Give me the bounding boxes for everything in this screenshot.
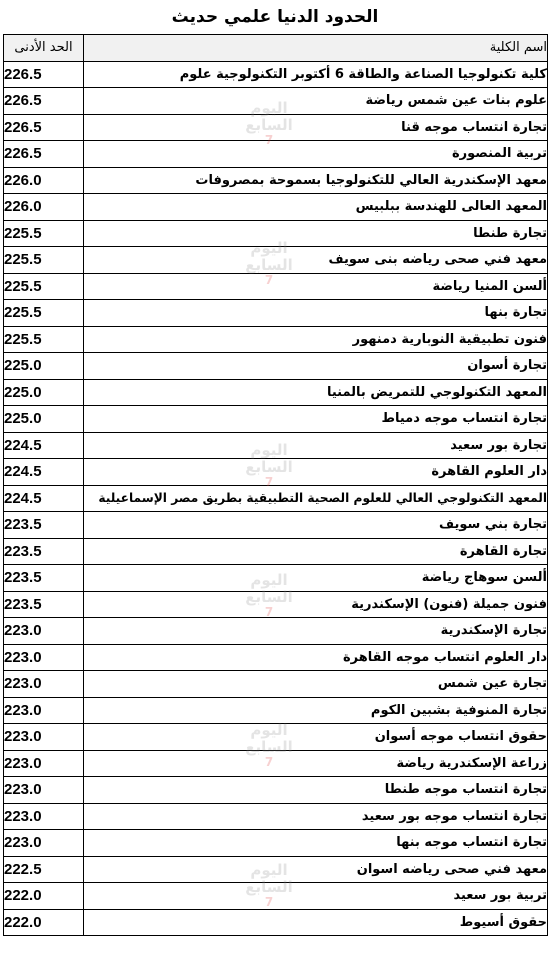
- min-score-cell: 223.5: [4, 565, 84, 592]
- min-score-cell: 226.0: [4, 167, 84, 194]
- table-row: [4, 141, 548, 168]
- watermark-mark: 7: [264, 895, 274, 909]
- watermark-text-line2: السابع: [245, 878, 293, 896]
- watermark-text-line1: اليوم: [250, 99, 288, 117]
- table-row: [4, 644, 548, 671]
- min-score-cell: 222.0: [4, 909, 84, 936]
- college-name-cell: تجارة طنطا: [84, 220, 548, 247]
- watermark-mark: 7: [264, 475, 274, 489]
- college-name-cell: تجارة انتساب موجه دمياط: [84, 406, 548, 433]
- table-row: [4, 61, 548, 88]
- watermark-mark: 7: [264, 605, 274, 619]
- min-score-cell: 225.5: [4, 300, 84, 327]
- table-row: [4, 220, 548, 247]
- table-row: [4, 883, 548, 910]
- college-name-cell: تربية المنصورة: [84, 141, 548, 168]
- college-name-cell: معهد الإسكندرية العالي للتكنولوجيا بسموحة بمصروفات: [84, 167, 548, 194]
- college-name-cell: فنون جميلة (فنون) الإسكندرية: [84, 591, 548, 618]
- min-score-cell: 225.5: [4, 220, 84, 247]
- college-name-cell: تجارة بور سعيد: [84, 432, 548, 459]
- college-name-cell: علوم بنات عين شمس رياضة: [84, 88, 548, 115]
- table-row: [4, 803, 548, 830]
- college-name-cell: المعهد العالى للهندسة ببلبيس: [84, 194, 548, 221]
- watermark-mark: 7: [264, 133, 274, 147]
- min-score-cell: 225.0: [4, 379, 84, 406]
- table-header-row: [4, 35, 548, 62]
- watermark-mark: 7: [264, 755, 274, 769]
- min-score-cell: 223.5: [4, 591, 84, 618]
- table-row: [4, 379, 548, 406]
- watermark-text-line1: اليوم: [250, 571, 288, 589]
- college-name-cell: تجارة انتساب موجه بنها: [84, 830, 548, 857]
- min-score-cell: 225.5: [4, 247, 84, 274]
- table-body: [4, 61, 548, 936]
- min-score-cell: 225.5: [4, 273, 84, 300]
- watermark-text-line1: اليوم: [250, 721, 288, 739]
- min-score-cell: 223.0: [4, 618, 84, 645]
- min-score-cell: 225.0: [4, 353, 84, 380]
- watermark-text-line1: اليوم: [250, 441, 288, 459]
- watermark-text-line2: السابع: [245, 458, 293, 476]
- min-score-cell: 224.5: [4, 432, 84, 459]
- table-row: [4, 353, 548, 380]
- table-row: [4, 591, 548, 618]
- table-row: [4, 114, 548, 141]
- watermark-mark: 7: [264, 273, 274, 287]
- min-scores-table: [3, 34, 548, 936]
- min-score-cell: 224.5: [4, 459, 84, 486]
- table-row: [4, 618, 548, 645]
- table-row: [4, 247, 548, 274]
- college-name-cell: تجارة الإسكندرية: [84, 618, 548, 645]
- min-score-cell: 224.5: [4, 485, 84, 512]
- watermark-text-line2: السابع: [245, 256, 293, 274]
- table-row: [4, 724, 548, 751]
- min-score-cell: 226.5: [4, 88, 84, 115]
- college-name-cell: المعهد التكنولوجي العالي للعلوم الصحية التطبيقية بطريق مصر الإسماعيلية: [84, 485, 548, 512]
- college-name-cell: ألسن المنيا رياضة: [84, 273, 548, 300]
- college-name-cell: تجارة انتساب موجه قنا: [84, 114, 548, 141]
- score-column-header: الحد الأدنى: [4, 35, 84, 62]
- college-name-cell: معهد فني صحى رياضه اسوان: [84, 856, 548, 883]
- college-name-cell: دار العلوم انتساب موجه القاهرة: [84, 644, 548, 671]
- min-score-cell: 225.5: [4, 326, 84, 353]
- table-row: [4, 538, 548, 565]
- college-name-cell: تجارة بنها: [84, 300, 548, 327]
- college-name-cell: تجارة أسوان: [84, 353, 548, 380]
- table-row: [4, 512, 548, 539]
- table-row: [4, 909, 548, 936]
- college-name-cell: معهد فني صحى رياضه بنى سويف: [84, 247, 548, 274]
- table-row: [4, 830, 548, 857]
- page-title: الحدود الدنيا علمي حديث: [171, 7, 379, 27]
- table-row: [4, 300, 548, 327]
- min-score-cell: 222.5: [4, 856, 84, 883]
- min-score-cell: 226.5: [4, 114, 84, 141]
- college-name-cell: زراعة الإسكندرية رياضة: [84, 750, 548, 777]
- min-score-cell: 226.0: [4, 194, 84, 221]
- table-row: [4, 273, 548, 300]
- table-row: [4, 194, 548, 221]
- table-row: [4, 88, 548, 115]
- name-column-header: اسم الكلية: [84, 35, 548, 62]
- table-row: [4, 485, 548, 512]
- min-score-cell: 223.0: [4, 803, 84, 830]
- min-score-cell: 223.0: [4, 750, 84, 777]
- college-name-cell: تجارة عين شمس: [84, 671, 548, 698]
- watermark-text-line1: اليوم: [250, 861, 288, 879]
- min-score-cell: 226.5: [4, 61, 84, 88]
- college-name-cell: دار العلوم القاهرة: [84, 459, 548, 486]
- table-row: [4, 856, 548, 883]
- min-score-cell: 223.0: [4, 671, 84, 698]
- watermark-text-line1: اليوم: [250, 239, 288, 257]
- watermark-text-line2: السابع: [245, 588, 293, 606]
- table-row: [4, 697, 548, 724]
- college-name-cell: تربية بور سعيد: [84, 883, 548, 910]
- min-score-cell: 223.0: [4, 830, 84, 857]
- table-row: [4, 167, 548, 194]
- table-row: [4, 406, 548, 433]
- min-score-cell: 223.0: [4, 777, 84, 804]
- min-score-cell: 223.5: [4, 512, 84, 539]
- college-name-cell: ألسن سوهاج رياضة: [84, 565, 548, 592]
- min-score-cell: 223.0: [4, 644, 84, 671]
- college-name-cell: حقوق انتساب موجه أسوان: [84, 724, 548, 751]
- college-name-cell: تجارة المنوفية بشبين الكوم: [84, 697, 548, 724]
- college-name-cell: تجارة بني سويف: [84, 512, 548, 539]
- watermark-text-line2: السابع: [245, 738, 293, 756]
- min-score-cell: 223.0: [4, 724, 84, 751]
- college-name-cell: تجارة انتساب موجه طنطا: [84, 777, 548, 804]
- college-name-cell: فنون تطبيقية النوبارية دمنهور: [84, 326, 548, 353]
- table-row: [4, 750, 548, 777]
- table-row: [4, 432, 548, 459]
- table-row: [4, 565, 548, 592]
- min-score-cell: 223.5: [4, 538, 84, 565]
- min-score-cell: 223.0: [4, 697, 84, 724]
- college-name-cell: تجارة القاهرة: [84, 538, 548, 565]
- min-score-cell: 222.0: [4, 883, 84, 910]
- college-name-cell: حقوق أسيوط: [84, 909, 548, 936]
- min-score-cell: 225.0: [4, 406, 84, 433]
- min-score-cell: 226.5: [4, 141, 84, 168]
- college-name-cell: المعهد التكنولوجي للتمريض بالمنيا: [84, 379, 548, 406]
- table-row: [4, 326, 548, 353]
- watermark-text-line2: السابع: [245, 116, 293, 134]
- table-row: [4, 777, 548, 804]
- table-row: [4, 459, 548, 486]
- college-name-cell: كلية تكنولوجيا الصناعة والطاقة 6 أكتوبر التكنولوجية علوم: [84, 61, 548, 88]
- table-row: [4, 671, 548, 698]
- college-name-cell: تجارة انتساب موجه بور سعيد: [84, 803, 548, 830]
